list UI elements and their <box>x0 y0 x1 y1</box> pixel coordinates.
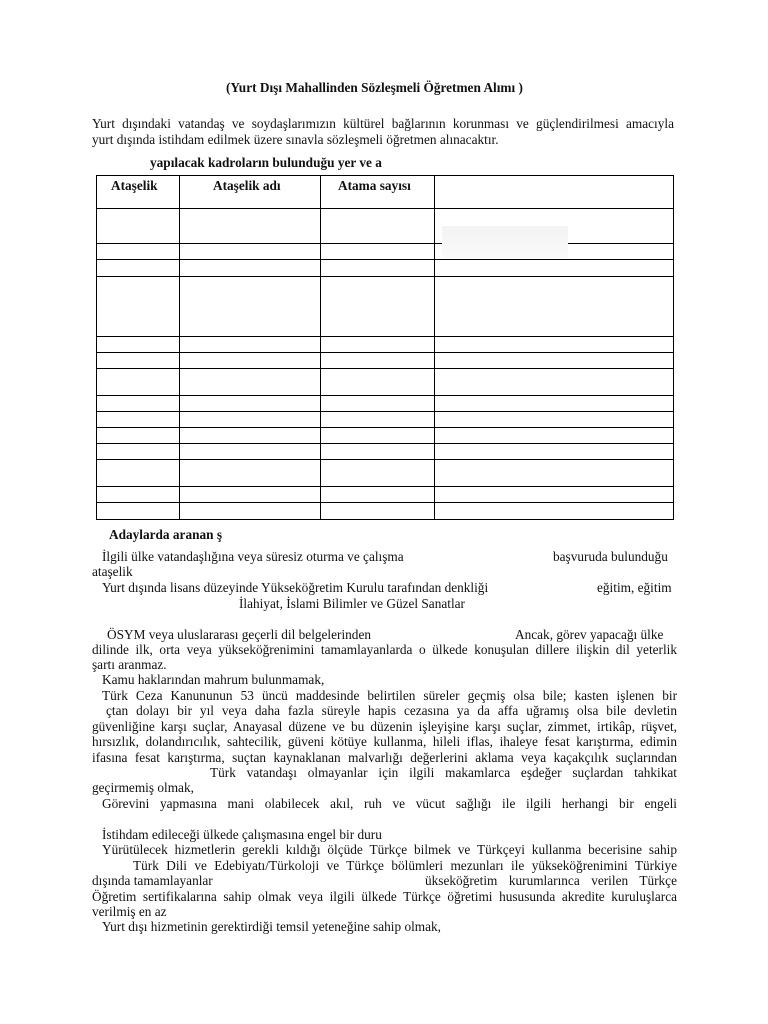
requirements-heading: Adaylarda aranan ş <box>109 527 223 542</box>
table-header-row <box>97 176 674 209</box>
req-5-line-1: Türk Ceza Kanununun 53 üncü maddesinde belirtilen süreler geçmiş olsa bile; kasten işlenen bir <box>102 688 677 703</box>
positions-table <box>96 175 674 520</box>
req-8-line-3a: dışında tamamlayanlar <box>92 873 213 888</box>
req-5-line-6: Türk vatandaşı olmayanlar için ilgili makamlarca eşdeğer suçlardan tahkikat <box>210 765 677 780</box>
table-row <box>97 277 674 337</box>
table-row <box>97 209 674 244</box>
header-atasilik-adi: Ataşelik adı <box>180 176 321 209</box>
req-8-line-4: Öğretim sertifikalarına sahip olmak veya ilgili ülkede Türkçe öğretimi hususunda akredite kuruluşlarca <box>92 889 677 904</box>
req-4: Kamu haklarından mahrum bulunmamak, <box>102 672 325 687</box>
table-row <box>97 337 674 353</box>
table-row <box>97 503 674 520</box>
req-8-line-2: Türk Dili ve Edebiyatı/Türkoloji ve Türkçe bölümleri mezunları ile yükseköğrenimini Türkiye <box>133 858 677 873</box>
req-8-line-5: verilmiş en az <box>92 904 167 919</box>
req-5-line-7: geçirmemiş olmak, <box>92 780 194 795</box>
req-5-line-2: çtan dolayı bir yıl veya daha fazla süreyle hapis cezasına ya da affa uğramış olsa bile devletin <box>106 703 677 718</box>
req-2-right: eğitim, eğitim <box>597 580 672 595</box>
intro-line-2: yurt dışında istihdam edilmek üzere sınavla sözleşmeli öğretmen alınacaktır. <box>92 132 499 147</box>
req-6: Görevini yapmasına mani olabilecek akıl, ruh ve vücut sağlığı ile ilgili herhangi bir engeli <box>102 796 677 811</box>
table-row <box>97 369 674 396</box>
header-atasilik: Ataşelik <box>97 176 180 209</box>
req-7: İstihdam edileceği ülkede çalışmasına engel bir duru <box>102 827 382 842</box>
req-5-line-4: hırsızlık, dolandırıcılık, sahtecilik, güveni kötüye kullanma, hileli iflas, ihaleye fesat karıştırma, edimin <box>92 734 677 749</box>
table-row <box>97 244 674 260</box>
table-caption: yapılacak kadroların bulunduğu yer ve a <box>150 155 382 170</box>
table-row <box>97 460 674 487</box>
req-5-line-3: güvenliğine karşı suçlar, Anayasal düzene ve bu düzenin işleyişine karşı suçlar, zimmet, irtikâp, rüşvet, <box>92 719 677 734</box>
req-3-left: ÖSYM veya uluslararası geçerli dil belgelerinden <box>107 627 372 642</box>
req-3-line-2: dilinde ilk, orta veya yükseköğrenimini tamamlayanlarda o ülkede konuşulan dillere ilişkin dil yeterlik <box>92 642 677 657</box>
table-row <box>97 487 674 503</box>
req-8-line-3b: ükseköğretim kurumlarınca verilen Türkçe <box>425 873 677 888</box>
document-title: (Yurt Dışı Mahallinden Sözleşmeli Öğretmen Alımı ) <box>226 80 523 95</box>
intro-line-1: Yurt dışındaki vatandaş ve soydaşlarımızın kültürel bağlarının korunması ve güçlendirilmesi amacıyla <box>92 116 674 131</box>
table-row <box>97 412 674 428</box>
table-row <box>97 428 674 444</box>
req-5-line-5: ifasına fesat karıştırma, suçtan kaynaklanan malvarlığı değerlerini aklama veya kaçakçılık suçlarından <box>92 750 677 765</box>
table-row <box>97 396 674 412</box>
header-blank <box>435 176 674 209</box>
req-2-cont: İlahiyat, İslami Bilimler ve Güzel Sanatlar <box>239 596 465 611</box>
table-row <box>97 260 674 277</box>
scan-smudge <box>442 226 568 258</box>
req-9: Yurt dışı hizmetinin gerektirdiği temsil yeteneğine sahip olmak, <box>102 919 441 934</box>
req-8-line-1: Yürütülecek hizmetlerin gerekli kıldığı ölçüde Türkçe bilmek ve Türkçeyi kullanma becerisine sahip <box>102 842 677 857</box>
req-1-cont: ataşelik <box>92 564 133 579</box>
table-row <box>97 353 674 369</box>
header-atama-sayisi: Atama sayısı <box>321 176 435 209</box>
req-1-right: başvuruda bulunduğu <box>553 549 668 564</box>
req-1-left: İlgili ülke vatandaşlığına veya süresiz oturma ve çalışma <box>102 549 404 564</box>
req-3-line-3: şartı aranmaz. <box>92 657 167 672</box>
req-2-left: Yurt dışında lisans düzeyinde Yükseköğretim Kurulu tarafından denkliği <box>102 580 489 595</box>
table-row <box>97 444 674 460</box>
req-3-right: Ancak, görev yapacağı ülke <box>515 627 664 642</box>
